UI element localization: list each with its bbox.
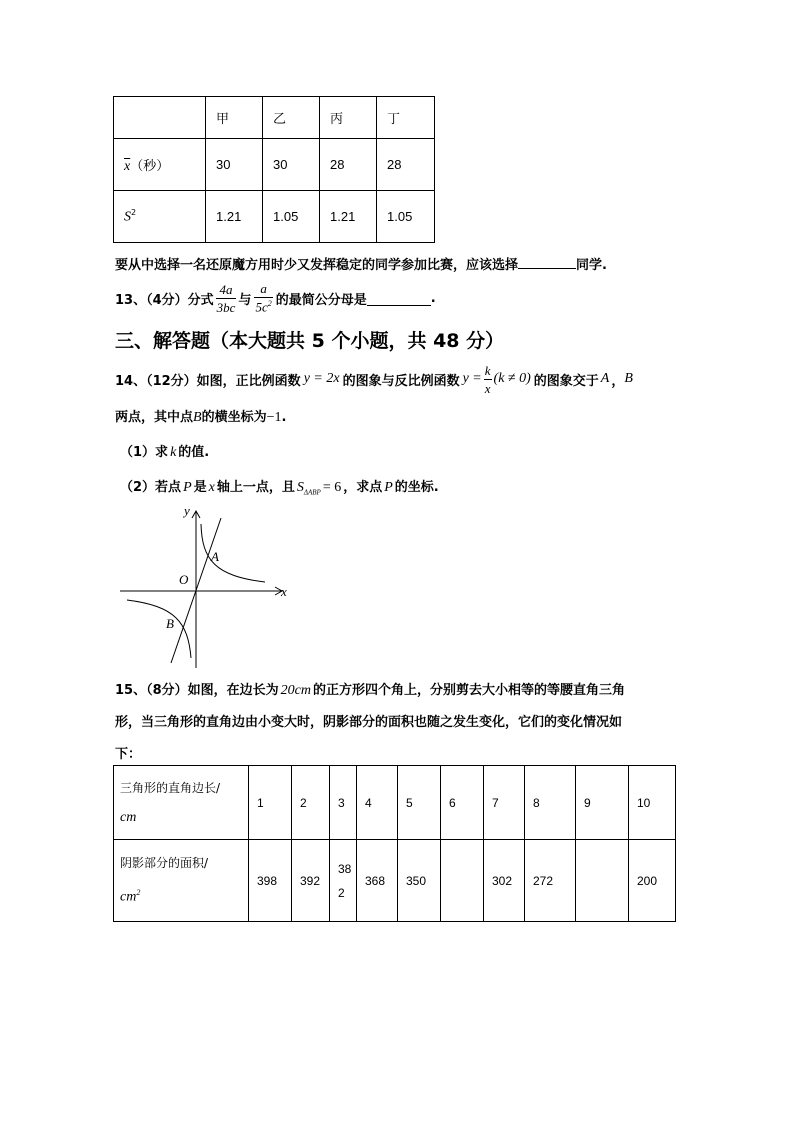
q13-frac1 <box>216 283 237 314</box>
stats-header-jia: 甲 <box>206 97 263 139</box>
q14-part2-sub: ΔABP <box>303 488 321 497</box>
stats-table <box>113 96 435 243</box>
q15-line3: 下： <box>115 747 142 762</box>
mean-yi: 30 <box>263 139 320 191</box>
area-unit-sup: 2 <box>136 888 141 898</box>
q14-line1-mid: 的图象与反比例函数 <box>342 373 460 389</box>
q14-part1-end: 的值. <box>178 445 210 460</box>
mean-symbol: $\overline{x}$ <box>124 158 131 174</box>
area-table-row-side <box>114 766 676 840</box>
area-unit <box>120 878 248 913</box>
q12-tail <box>115 254 607 273</box>
q14-part2-text1: 若点 <box>155 480 182 495</box>
q14-part1-text: 求 <box>155 445 169 460</box>
q13-frac2-den-base: 5c <box>255 299 268 315</box>
area-3: 38 2 <box>330 840 357 922</box>
q14-part2-s: S <box>296 480 304 495</box>
mean-bing: 28 <box>320 139 377 191</box>
side-10: 10 <box>629 766 676 840</box>
variance-ding: 1.05 <box>377 191 435 243</box>
mean-unit: （秒） <box>130 158 170 174</box>
q15-line1-prefix: 15、（8分）如图，在边长为 <box>115 683 279 698</box>
variance-symbol: S <box>124 209 131 225</box>
side-4: 4 <box>357 766 398 840</box>
side-2: 2 <box>292 766 330 840</box>
graph-label-b: B <box>166 616 174 631</box>
graph-label-o: O <box>179 572 189 587</box>
q13-frac1-den: 3bc <box>216 299 236 315</box>
q14-part1-label: （1） <box>120 445 156 460</box>
q14-part2-label: （2） <box>120 480 156 495</box>
q14-part1 <box>120 441 209 461</box>
q14-line1-suffix: 的图象交于 <box>533 373 599 389</box>
q13-suffix: 的最简公分母是 <box>275 292 367 308</box>
q14-part2-x: x <box>208 480 215 495</box>
q14-part2-end: 的坐标. <box>394 480 439 495</box>
area-table <box>113 765 676 922</box>
area-1: 398 <box>249 840 292 922</box>
stats-mean-row <box>114 139 435 191</box>
q14-comma: ， <box>611 373 625 389</box>
area-unit-base: cm <box>120 889 137 905</box>
side-length-unit: cm <box>120 809 137 825</box>
q13-blank <box>367 291 431 306</box>
area-label <box>114 840 249 922</box>
q13-frac2 <box>254 282 272 313</box>
area-10: 200 <box>629 840 676 922</box>
q14-point-a: A <box>600 371 610 386</box>
q14-line1-prefix: 14、（12分）如图，正比例函数 <box>115 373 301 389</box>
area-2: 392 <box>292 840 330 922</box>
side-9: 9 <box>576 766 629 840</box>
q13-frac2-den <box>254 297 272 313</box>
stats-variance-row <box>114 191 435 243</box>
q14-line1 <box>115 358 633 400</box>
mean-ding: 28 <box>377 139 435 191</box>
q14-graph <box>115 500 295 672</box>
q13-end: . <box>430 290 436 306</box>
q15-line1-suffix: 的正方形四个角上，分别剪去大小相等的等腰直角三角 <box>312 683 625 698</box>
q14-point-b: B <box>624 371 633 386</box>
q14-part2-p2: P <box>384 480 393 495</box>
q14-line2-val: −1 <box>266 410 282 425</box>
graph-label-a: A <box>211 549 219 564</box>
q14-func2-frac <box>484 364 492 395</box>
side-8: 8 <box>525 766 576 840</box>
graph-label-x: x <box>281 584 287 599</box>
area-7: 302 <box>484 840 525 922</box>
q12-blank <box>518 268 576 269</box>
q14-part2 <box>120 476 439 497</box>
q14-func2-num: k <box>484 362 491 378</box>
q14-line2-end: . <box>281 410 287 425</box>
q13-prefix: 13、（4分）分式 <box>115 292 214 308</box>
stats-header-ding: 丁 <box>377 97 435 139</box>
variance-label <box>114 191 206 243</box>
q14-part2-text3: 轴上一点，且 <box>216 480 295 495</box>
side-length-label <box>114 766 249 840</box>
graph-label-y: y <box>184 503 190 518</box>
side-length-label-text: 三角形的直角边长/ <box>120 780 221 795</box>
section-3-title: 三、解答题（本大题共 5 个小题，共 48 分） <box>115 330 505 352</box>
q13-frac2-num: a <box>260 281 267 297</box>
q14-line2 <box>115 406 286 426</box>
area-9 <box>576 840 629 922</box>
q14-func1: y = 2x <box>303 371 340 386</box>
side-6: 6 <box>441 766 484 840</box>
q14-part1-k: k <box>170 445 177 460</box>
stats-table-header-row <box>114 97 435 139</box>
q14-line2-mid: 的横坐标为 <box>201 410 267 425</box>
q14-part2-text2: 是 <box>193 480 207 495</box>
area-6 <box>441 840 484 922</box>
q14-part2-text4: ，求点 <box>343 480 383 495</box>
q15-line1 <box>115 679 625 699</box>
q12-text-before: 要从中选择一名还原魔方用时少又发挥稳定的同学参加比赛，应该选择 <box>115 258 519 273</box>
side-5: 5 <box>398 766 441 840</box>
variance-sup: 2 <box>131 207 137 217</box>
q14-line2-b: B <box>193 410 202 425</box>
q15-line2: 形，当三角形的直角边由小变大时，阴影部分的面积也随之发生变化，它们的变化情况如 <box>115 715 623 730</box>
variance-bing: 1.21 <box>320 191 377 243</box>
area-table-row-area <box>114 840 676 922</box>
area-5: 350 <box>398 840 441 922</box>
q13-frac1-num: 4a <box>219 281 233 297</box>
area-8: 272 <box>525 840 576 922</box>
hyperbola-branch-q3 <box>127 600 191 658</box>
q14-func2-den: x <box>484 380 491 396</box>
q12-text-after: 同学. <box>576 258 607 273</box>
variance-jia: 1.21 <box>206 191 263 243</box>
q13-frac2-den-sup: 2 <box>267 299 272 309</box>
stats-table-corner <box>114 97 206 139</box>
side-7: 7 <box>484 766 525 840</box>
area-label-text: 阴影部分的面积/ <box>120 856 209 871</box>
mean-label <box>114 139 206 191</box>
q13 <box>115 276 436 320</box>
q14-func2-cond: (k ≠ 0) <box>493 371 531 386</box>
q14-func2-y: y = <box>462 371 482 386</box>
q14-part2-p: P <box>183 480 192 495</box>
stats-header-yi: 乙 <box>263 97 320 139</box>
stats-header-bing: 丙 <box>320 97 377 139</box>
q15-length: 20cm <box>280 683 311 698</box>
area-4: 368 <box>357 840 398 922</box>
variance-yi: 1.05 <box>263 191 320 243</box>
side-1: 1 <box>249 766 292 840</box>
side-3: 3 <box>330 766 357 840</box>
q14-part2-eq: = 6 <box>322 480 342 495</box>
q14-line2-prefix: 两点，其中点 <box>115 410 194 425</box>
q13-connector: 与 <box>238 292 252 308</box>
mean-jia: 30 <box>206 139 263 191</box>
